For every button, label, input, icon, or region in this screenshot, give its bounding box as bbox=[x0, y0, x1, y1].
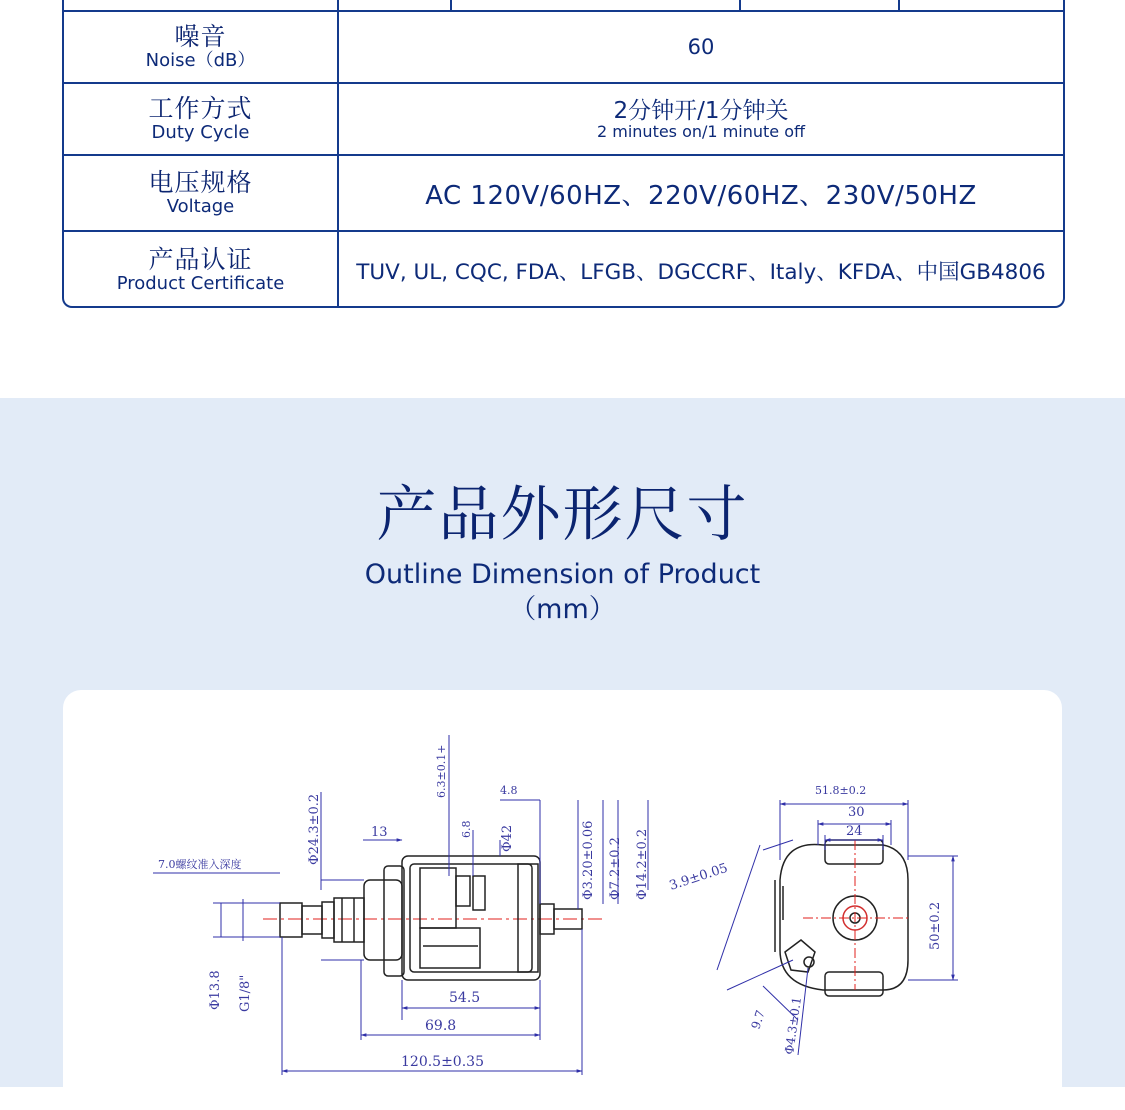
label-en: Duty Cycle bbox=[151, 122, 250, 143]
spec-row-certificate bbox=[64, 230, 1063, 308]
inlet-nut bbox=[302, 906, 322, 934]
drawing-card bbox=[63, 690, 1062, 1110]
spec-label bbox=[64, 156, 339, 230]
noise-value: 60 bbox=[687, 35, 715, 59]
d42-label: Φ42 bbox=[500, 824, 515, 852]
spec-value bbox=[339, 232, 1063, 308]
t6-8-label: 6.8 bbox=[460, 820, 473, 838]
spec-label bbox=[64, 232, 339, 308]
voltage-value: AC 120V/60HZ、220V/60HZ、230V/50HZ bbox=[425, 180, 977, 211]
spec-row-voltage bbox=[64, 154, 1063, 230]
d13-8-label: Φ13.8 bbox=[208, 970, 223, 1010]
spec-row-noise bbox=[64, 10, 1063, 82]
d24-3-label: Φ24.3±0.2 bbox=[307, 793, 322, 865]
label-zh: 产品认证 bbox=[148, 245, 253, 274]
label-zh: 工作方式 bbox=[148, 94, 253, 123]
side-view-dimensions bbox=[153, 735, 648, 1075]
label-zh: 噪音 bbox=[174, 22, 227, 51]
thread-depth-label: 7.0螺纹准入深度 bbox=[158, 858, 242, 871]
t4-8-label: 4.8 bbox=[500, 784, 518, 797]
t6-3-label: 6.3±0.1+ bbox=[435, 744, 448, 798]
pump-body bbox=[402, 856, 540, 980]
d3-20-label: Φ3.20±0.06 bbox=[581, 820, 596, 900]
d4-3-label: Φ4.3±0.1 bbox=[782, 995, 805, 1056]
certificate-value: TUV, UL, CQC, FDA、LFGB、DGCCRF、Italy、KFDA、中国GB4806 bbox=[356, 259, 1046, 285]
len13-label: 13 bbox=[371, 825, 388, 840]
label-zh: 电压规格 bbox=[148, 168, 253, 197]
d7-2-label: Φ7.2±0.2 bbox=[608, 837, 623, 900]
technical-drawing bbox=[63, 690, 1062, 1110]
section-title: 产品外形尺寸 bbox=[376, 480, 749, 550]
len69-8-label: 69.8 bbox=[425, 1018, 457, 1034]
len54-5-label: 54.5 bbox=[449, 990, 481, 1006]
spec-value bbox=[339, 156, 1063, 230]
h50-label: 50±0.2 bbox=[928, 901, 943, 950]
spec-value bbox=[339, 12, 1063, 82]
w30-label: 30 bbox=[848, 805, 865, 820]
label-en: Voltage bbox=[166, 196, 235, 217]
front-view-labels bbox=[668, 784, 943, 1055]
spec-label bbox=[64, 84, 339, 154]
inlet-body bbox=[334, 898, 364, 942]
label-en: Product Certificate bbox=[116, 273, 285, 294]
label-en: Noise（dB） bbox=[145, 50, 256, 71]
t9-7-label: 9.7 bbox=[748, 1008, 768, 1031]
g1-8-label: G1/8" bbox=[238, 974, 253, 1012]
len120-5-label: 120.5±0.35 bbox=[401, 1054, 484, 1070]
dimension-section bbox=[0, 398, 1125, 1087]
section-subtitle: Outline Dimension of Product bbox=[364, 559, 761, 590]
d14-2-label: Φ14.2±0.2 bbox=[635, 828, 650, 900]
spec-row-duty-cycle bbox=[64, 82, 1063, 154]
spec-value bbox=[339, 84, 1063, 154]
spec-label bbox=[64, 12, 339, 82]
spec-table bbox=[62, 0, 1065, 308]
duty-cycle-value: 2分钟开/1分钟关 bbox=[613, 97, 789, 124]
inlet-fitting bbox=[280, 903, 302, 937]
section-unit: （mm） bbox=[509, 594, 616, 625]
flange bbox=[364, 880, 402, 960]
t3-9-label: 3.9±0.05 bbox=[667, 860, 730, 894]
side-view bbox=[263, 856, 603, 980]
front-housing bbox=[780, 844, 908, 990]
duty-cycle-value-en: 2 minutes on/1 minute off bbox=[596, 121, 806, 141]
w51-8-label: 51.8±0.2 bbox=[815, 784, 867, 797]
w24-label: 24 bbox=[846, 824, 863, 839]
